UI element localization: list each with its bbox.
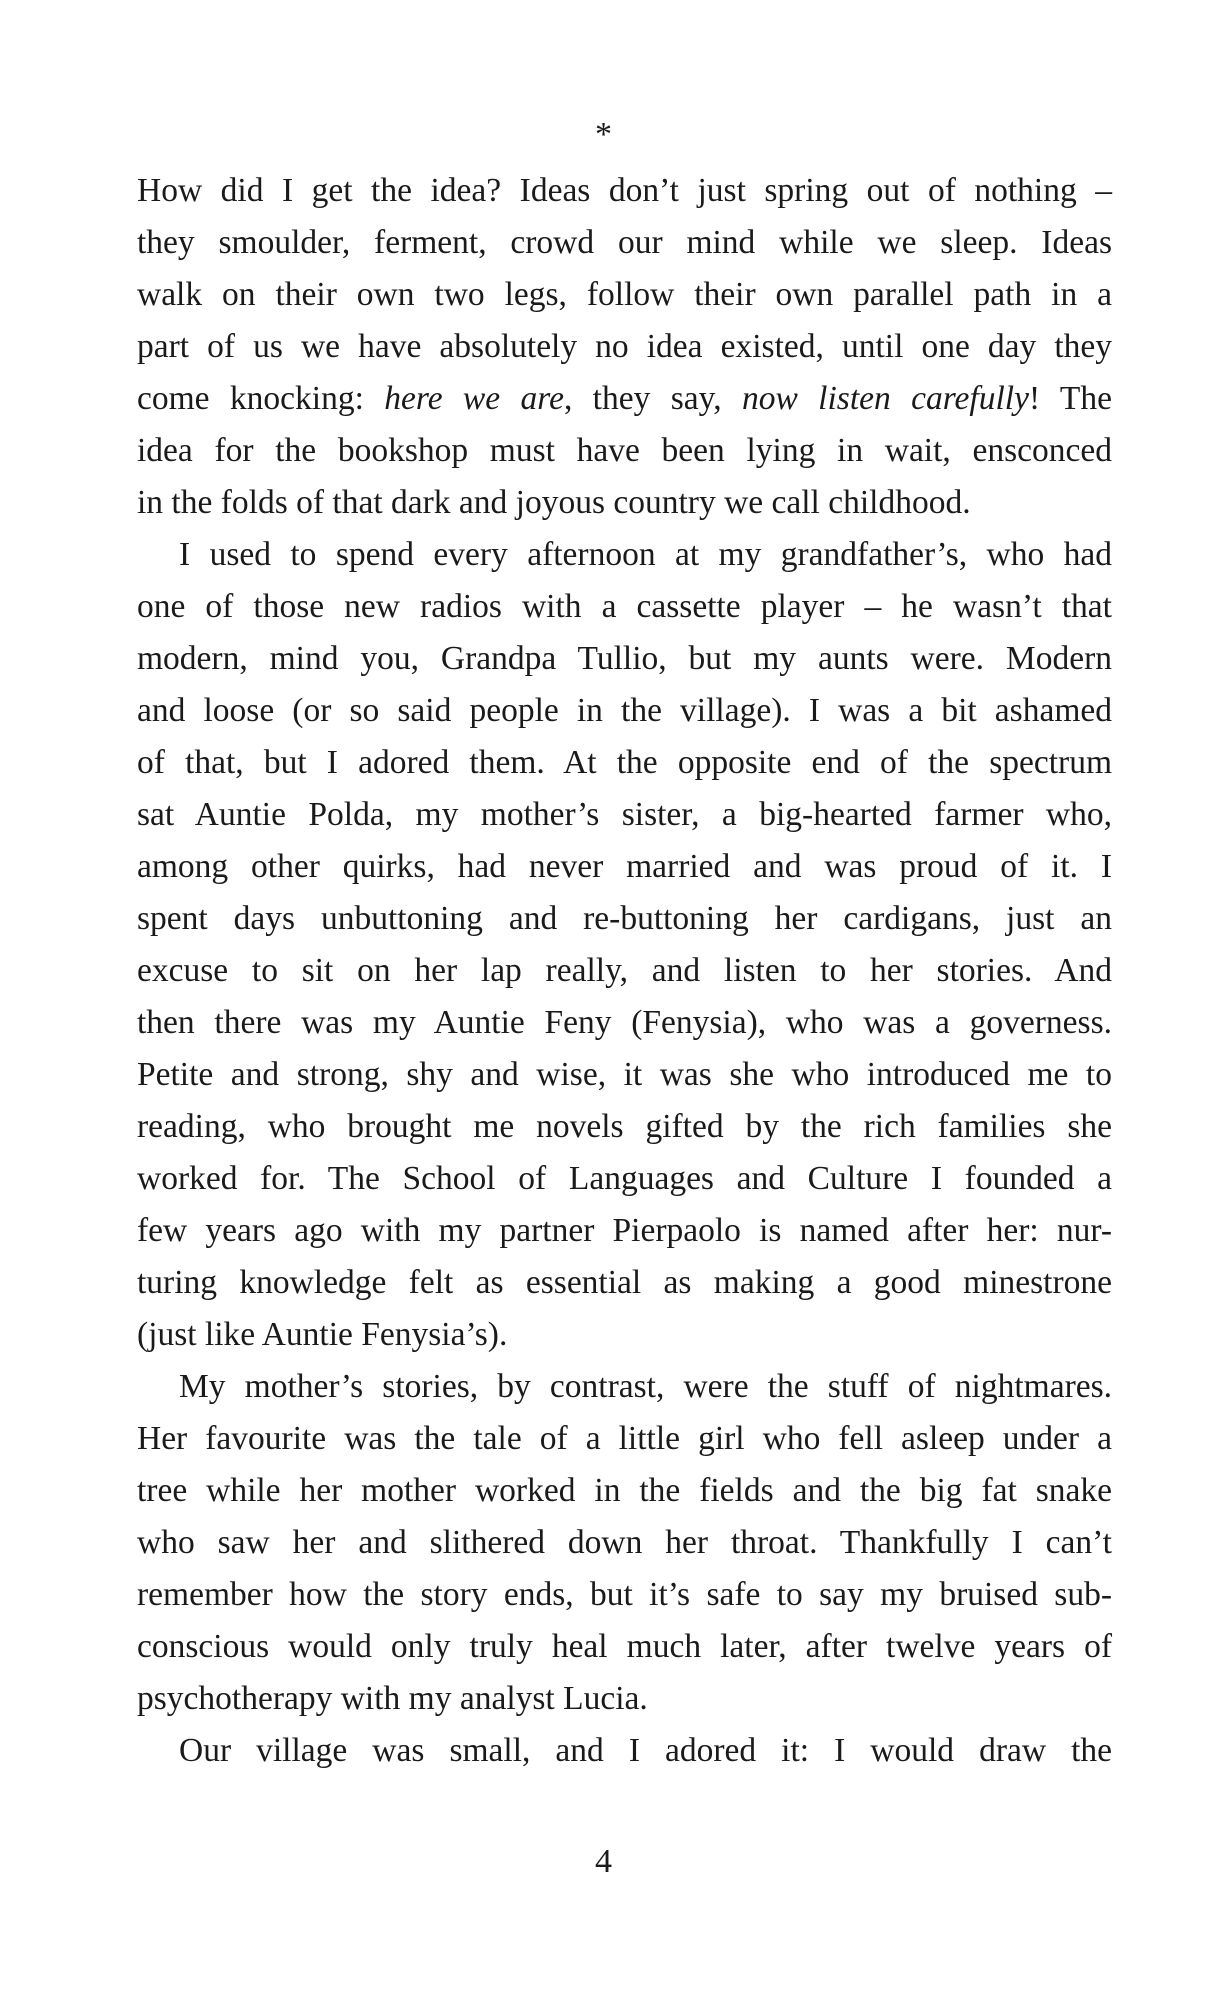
text-line: tree while her mother worked in the fields and the big fat snake: [137, 1472, 1112, 1509]
text-line: few years ago with my partner Pierpaolo is named after her: nur-: [137, 1212, 1112, 1249]
text-line: idea for the bookshop must have been lying in wait, ensconced: [137, 432, 1112, 469]
text-line: Our village was small, and I adored it: I would draw the: [179, 1732, 1112, 1769]
text-line: and loose (or so said people in the village). I was a bit ashamed: [137, 692, 1112, 729]
text-line: psychotherapy with my analyst Lucia.: [137, 1680, 648, 1717]
text-line: walk on their own two legs, follow their own parallel path in a: [137, 276, 1112, 313]
text-line: How did I get the idea? Ideas don’t just spring out of nothing –: [137, 172, 1112, 209]
text-line: excuse to sit on her lap really, and listen to her stories. And: [137, 952, 1112, 989]
text-line: (just like Auntie Fenysia’s).: [137, 1316, 508, 1353]
italic-phrase: now listen carefully: [741, 380, 1029, 417]
text-line: spent days unbuttoning and re-buttoning her cardigans, just an: [137, 900, 1112, 937]
text-segment: ! The: [1028, 380, 1112, 417]
text-segment: , they say,: [563, 380, 742, 417]
text-segment: come knocking:: [137, 380, 385, 417]
text-line: reading, who brought me novels gifted by the rich families she: [137, 1108, 1112, 1145]
text-line: Her favourite was the tale of a little girl who fell asleep under a: [137, 1420, 1112, 1457]
text-line-with-italics: [137, 373, 1112, 425]
text-line: in the folds of that dark and joyous country we call childhood.: [137, 484, 971, 521]
text-line: one of those new radios with a cassette player – he wasn’t that: [137, 588, 1112, 625]
text-line: conscious would only truly heal much later, after twelve years of: [137, 1628, 1112, 1665]
text-line: Petite and strong, shy and wise, it was she who introduced me to: [137, 1056, 1112, 1093]
text-line: then there was my Auntie Feny (Fenysia), who was a governess.: [137, 1004, 1112, 1041]
text-line: worked for. The School of Languages and Culture I founded a: [137, 1160, 1112, 1197]
text-line: among other quirks, had never married and was proud of it. I: [137, 848, 1112, 885]
text-line: I used to spend every afternoon at my grandfather’s, who had: [179, 536, 1112, 573]
section-break-asterisk: *: [595, 116, 612, 153]
text-line: modern, mind you, Grandpa Tullio, but my aunts were. Modern: [137, 640, 1112, 677]
text-line: they smoulder, ferment, crowd our mind while we sleep. Ideas: [137, 224, 1112, 261]
text-line: sat Auntie Polda, my mother’s sister, a big-hearted farmer who,: [137, 796, 1112, 833]
text-line: turing knowledge felt as essential as making a good minestrone: [137, 1264, 1112, 1301]
text-line: My mother’s stories, by contrast, were the stuff of nightmares.: [179, 1368, 1112, 1405]
text-line: who saw her and slithered down her throat. Thankfully I can’t: [137, 1524, 1112, 1561]
text-line: part of us we have absolutely no idea existed, until one day they: [137, 328, 1112, 365]
page-number: 4: [595, 1843, 612, 1880]
text-line: remember how the story ends, but it’s safe to say my bruised sub-: [137, 1576, 1112, 1613]
text-line: of that, but I adored them. At the opposite end of the spectrum: [137, 744, 1112, 781]
body-text: [137, 165, 1112, 1777]
italic-phrase: here we are: [384, 380, 564, 417]
